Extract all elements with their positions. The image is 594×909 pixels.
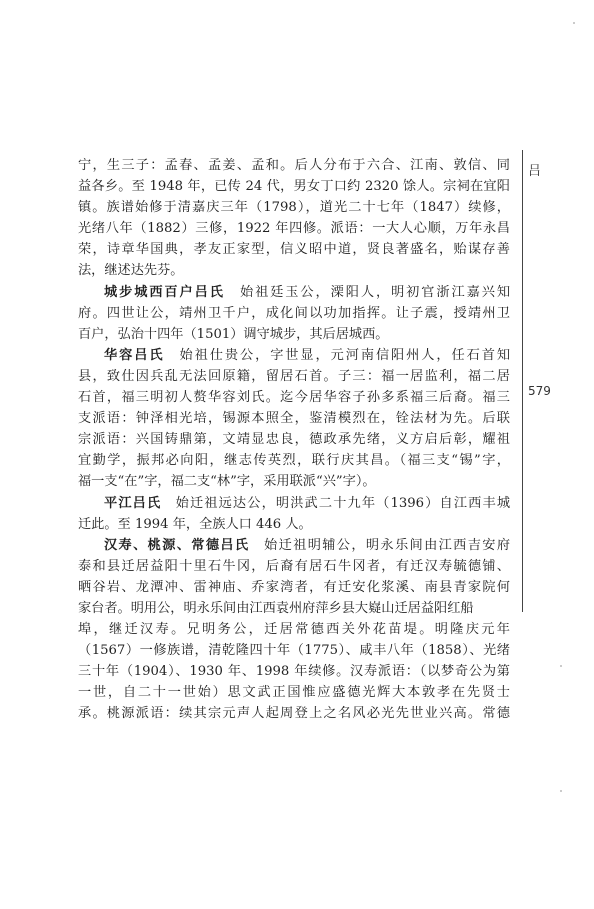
text-line [78,450,510,471]
clan-heading: 华容吕氏 [104,347,165,363]
text-line [78,661,510,682]
line-text: 三十年（1904）、1930 年、1998 年续修。汉寿派语：（以梦奇公为第 [78,664,510,680]
line-text: 晒谷岩、龙潭冲、雷神庙、乔家湾者，有迁安化浆溪、南县青家院何 [78,579,510,595]
text-line [78,408,510,429]
side-label: 吕 [528,164,542,179]
text-line [78,682,510,703]
line-text: 始祖仕贵公，字世显，元河南信阳州人，任石首知 [164,347,510,363]
text-line [78,218,510,239]
scan-speck [560,790,562,792]
line-text: 始祖廷玉公，溧阳人，明初官浙江嘉兴知 [224,284,510,300]
line-text: 百户，弘治十四年（1501）调守城步，其后居城西。 [78,326,389,342]
line-text: 始迁祖明辅公，明永乐间由江西吉安府 [249,537,510,553]
text-line [78,260,510,281]
line-text: 迁此。至 1994 年，全族人口 446 人。 [78,516,312,532]
line-text: 家台者。明用公，明永乐间由江西袁州府萍乡县大嶷山迁居益阳红船 [78,600,474,616]
clan-heading: 汉寿、桃源、常德吕氏 [104,537,250,553]
clan-heading: 城步城西百户吕氏 [104,284,225,300]
line-text: 法，继述达先芬。 [78,263,184,279]
line-text: 荣，诗章华国典，孝友正家型，信义昭中道，贤良著盛名，贻谋存善 [78,242,510,258]
clan-heading: 平江吕氏 [104,495,162,511]
text-line [78,176,510,197]
line-text: 埠，继迁汉寿。兄明务公，迁居常德西关外花苗堤。明隆庆元年 [78,622,510,638]
line-text: 宜勤学，振邦必向阳，继志传英烈，联行庆其昌。（福三支“锡”字， [78,453,510,469]
line-text: 福一支“在”字，福二支“林”字，采用联派“兴”字）。 [78,474,376,490]
page-number: 579 [528,384,551,398]
margin-rule [522,150,523,612]
text-line [78,197,510,218]
line-text: 泰和县迁居益阳十里石牛冈，后裔有居石牛冈者，有迁汉寿毓德铺、 [78,558,510,574]
text-line [78,429,510,450]
line-text: 益各乡。至 1948 年，已传 24 代，男女丁口约 2320 馀人。宗祠在宜阳 [78,179,510,195]
text-line [78,598,510,619]
line-text: 一世，自二十一世始）思文武正国惟应盛德光辉大本敦孝在先贤士 [78,685,510,701]
text-line [78,239,510,260]
line-text: 府。四世让公，靖州卫千户，成化间以功加指挥。让子震，授靖州卫 [78,305,510,321]
line-text: 光绪八年（1882）三修，1922 年四修。派语：一大人心顺，万年永昌 [78,221,510,237]
line-text: 镇。族谱始修于清嘉庆三年（1798），道光二十七年（1847）续修， [78,200,510,216]
scan-speck [573,22,575,24]
line-text: 宗派语：兴国铸鼎第，文靖显忠良，德政承先绪，义方启后彰，耀祖 [78,432,510,448]
line-text: 承。桃源派语：续其宗元声人起周登上之名风必光先世业兴高。常德 [78,706,510,722]
text-line [78,703,510,724]
text-line [78,577,510,598]
text-line [78,303,510,324]
text-line [78,324,510,345]
line-text: 县，致仕因兵乱无法回原籍，留居石首。子三：福一居监利，福二居 [78,368,510,384]
text-line [78,345,510,366]
text-line [78,556,510,577]
text-line [78,366,510,387]
text-line [78,387,510,408]
text-line [78,493,510,514]
body-text [78,155,510,725]
line-text: （1567）一修族谱，清乾隆四十年（1775）、咸丰八年（1858）、光绪 [78,643,510,659]
line-text: 始迁祖远达公，明洪武二十九年（1396）自江西丰城 [161,495,510,511]
line-text: 石首，福三明初人赘华容刘氏。迄今居华容子孙多系福三后裔。福三 [78,390,510,406]
scan-speck [560,665,562,667]
text-line [78,282,510,303]
line-text: 支派语：钟泽相光培，锡源本照全，鉴清模烈在，铨法材为先。后联 [78,411,510,427]
text-line [78,471,510,492]
text-line [78,514,510,535]
text-line [78,535,510,556]
line-text: 宁，生三子：孟春、孟姜、孟和。后人分布于六合、江南、敦信、同 [78,158,510,173]
text-line [78,640,510,661]
text-line [78,619,510,640]
text-line [78,155,510,176]
